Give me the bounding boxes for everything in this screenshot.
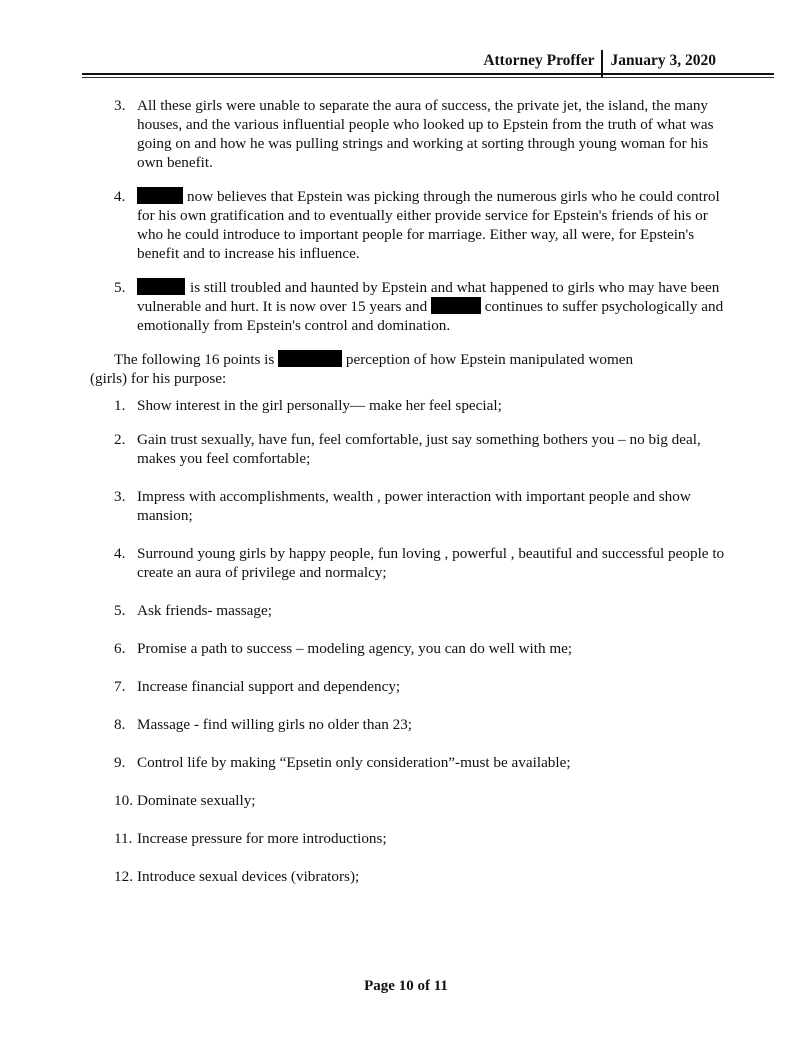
list-item <box>0 753 812 772</box>
intro-after: perception of how Epstein manipulated women <box>345 351 634 368</box>
item-number: 1. <box>114 397 126 414</box>
item-text: Massage - find willing girls no older than 23; <box>137 716 413 733</box>
item-text: Gain trust sexually, have fun, feel comfortable, just say something bothers you – no big deal, makes you feel comfortable; <box>137 431 701 467</box>
redaction-box <box>137 278 185 295</box>
item-text: Ask friends- massage; <box>137 602 272 619</box>
item-number: 11. <box>114 830 133 847</box>
item-text: Control life by making “Epsetin only consideration”-must be available; <box>137 754 571 771</box>
item-text-a: is still troubled and haunted by Epstein and what happened to girls who may have been vulnerable and hurt. It is now over 15 years and <box>137 279 720 315</box>
item-text: now believes that Epstein was picking through the numerous girls who he could control for his own gratification and to eventually either provide service for Epstein's friends of his or who he could introduce to important people for marriage. Either way, all were, for Epstein's benefit and to increase his influence. <box>137 188 720 262</box>
document-body <box>0 96 812 905</box>
item-text: Increase financial support and dependency; <box>137 678 401 695</box>
item-number: 5. <box>114 602 126 619</box>
item-text: Introduce sexual devices (vibrators); <box>137 868 360 885</box>
redaction-box <box>278 350 342 367</box>
list-item <box>0 544 812 582</box>
item-number: 9. <box>114 754 126 771</box>
intro-before: The following 16 points is <box>114 351 275 368</box>
item-text: Surround young girls by happy people, fun loving , powerful , beautiful and successful people to create an aura of privilege and normalcy; <box>137 545 725 581</box>
header-title: Attorney Proffer <box>483 51 595 69</box>
item-text: Promise a path to success – modeling agency, you can do well with me; <box>137 640 573 657</box>
page-header <box>0 46 716 74</box>
redaction-box <box>431 297 481 314</box>
item-text: Show interest in the girl personally— make her feel special; <box>137 397 502 414</box>
item-number: 5. <box>114 279 126 296</box>
item-text: Impress with accomplishments, wealth , power interaction with important people and show mansion; <box>137 488 691 524</box>
header-rule-thin <box>82 77 774 78</box>
list-item <box>0 487 812 525</box>
list-item <box>0 677 812 696</box>
item-number: 4. <box>114 188 126 205</box>
item-number: 8. <box>114 716 126 733</box>
list-item <box>0 829 812 848</box>
item-text: Dominate sexually; <box>137 792 256 809</box>
item-number: 3. <box>114 97 126 114</box>
item-text: Increase pressure for more introductions; <box>137 830 387 847</box>
list-item <box>0 601 812 620</box>
item-text-b: continues to suffer psychologically and emotionally from Epstein's control and domination. <box>137 298 724 334</box>
page-number: Page 10 of 11 <box>364 978 448 994</box>
list-item <box>0 396 812 415</box>
item-number: 7. <box>114 678 126 695</box>
item-number: 6. <box>114 640 126 657</box>
list-item <box>0 867 812 886</box>
item-number: 3. <box>114 488 126 505</box>
item-number: 12. <box>114 868 133 885</box>
item-number: 10. <box>114 792 133 809</box>
header-date: January 3, 2020 <box>610 51 716 69</box>
intro-paragraph <box>0 350 812 388</box>
list-item <box>0 639 812 658</box>
list-item <box>0 715 812 734</box>
item-number: 2. <box>114 431 126 448</box>
list-item <box>0 96 812 172</box>
list-item <box>0 278 812 335</box>
intro-continuation: (girls) for his purpose: <box>90 370 227 387</box>
header-rule <box>82 73 774 75</box>
list-item <box>0 187 812 263</box>
item-number: 4. <box>114 545 126 562</box>
list-item <box>0 791 812 810</box>
item-text: All these girls were unable to separate the aura of success, the private jet, the island, the many houses, and the various influential people who looked up to Epstein from the truth of what was going on and how he was pulling strings and working at sorting through young woman for his own benefit. <box>137 97 714 171</box>
list-item <box>0 430 812 468</box>
redaction-box <box>137 187 183 204</box>
